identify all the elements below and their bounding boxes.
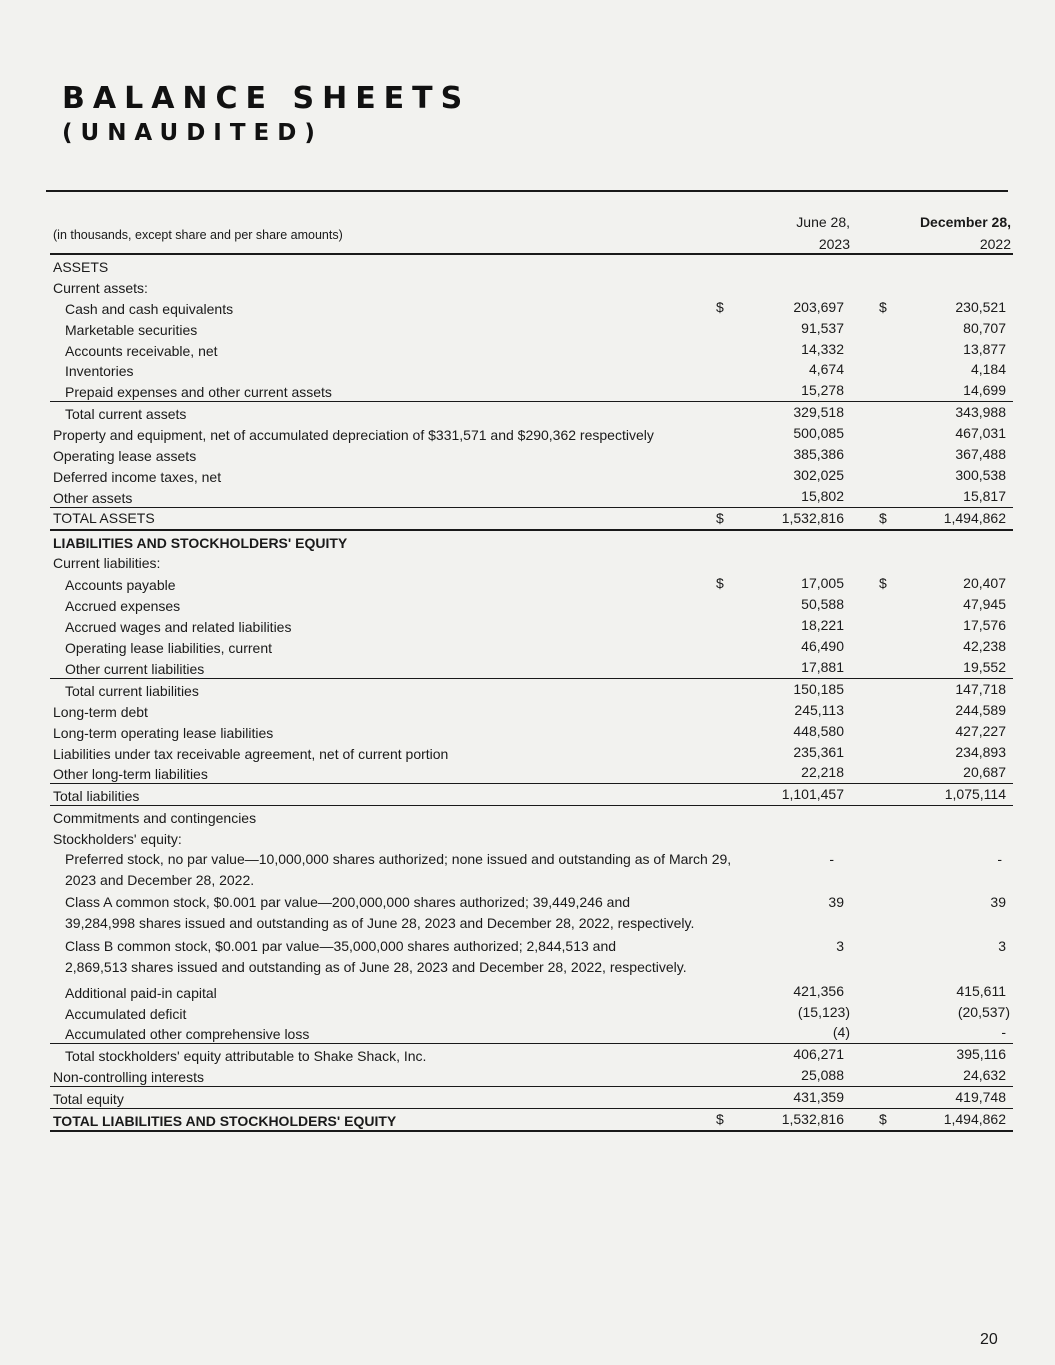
value-dec-2022: 4,184 [970,361,1006,378]
row-label-line1: Class B common stock, $0.001 par value—35,000,000 shares authorized; 2,844,513 and [65,937,617,954]
table-row [50,721,1013,742]
value-dec-2022: - [1001,1024,1006,1041]
currency-sign: $ [879,1110,887,1127]
row-label: Accrued wages and related liabilities [65,619,292,636]
table-row [50,762,1013,783]
row-label: Long-term operating lease liabilities [53,724,274,741]
page-title: BALANCE SHEETS [62,81,471,116]
row-label-line2: 2,869,513 shares issued and outstanding as of June 28, 2023 and December 28, 2022, respectively. [65,958,687,975]
row-label: Operating lease assets [53,448,197,465]
value-june-2023: 4,674 [808,361,844,378]
value-june-2023: 203,697 [793,298,844,315]
table-row-assets-heading [50,255,1013,276]
top-rule [46,190,1008,192]
col1-header-line2: 2023 [818,236,850,252]
value-dec-2022: 15,817 [963,487,1006,504]
value-dec-2022: 3 [998,937,1006,954]
table-row-class-b-stock [50,936,1013,981]
row-label: Accounts payable [65,577,176,594]
row-label [65,936,687,978]
row-label: Long-term debt [53,703,148,720]
row-label [65,849,731,891]
value-june-2023: 18,221 [801,617,844,634]
value-dec-2022: 343,988 [955,404,1006,421]
value-june-2023: 448,580 [793,722,844,739]
row-label: Other assets [53,489,133,506]
table-row [50,1022,1013,1043]
row-label: Stockholders' equity: [53,831,182,848]
table-row [50,359,1013,380]
table-row [50,572,1013,594]
value-june-2023: (15,123) [797,1003,850,1020]
table-row-total-liabilities-and-equity [50,1108,1013,1132]
row-label: Total current assets [65,406,187,423]
currency-sign: $ [716,575,724,592]
table-row [50,380,1013,401]
value-dec-2022: 42,238 [963,638,1006,655]
row-label: Accumulated other comprehensive loss [65,1026,310,1043]
currency-sign: $ [716,298,724,315]
row-label: Inventories [65,363,134,380]
table-row-liabilities-heading [50,531,1013,552]
row-label: Operating lease liabilities, current [65,640,272,657]
table-row [50,742,1013,763]
row-label: TOTAL LIABILITIES AND STOCKHOLDERS' EQUITY [53,1112,397,1129]
value-dec-2022: 47,945 [963,596,1006,613]
table-row-total-equity [50,1086,1013,1108]
value-june-2023: 39 [828,893,844,910]
row-label-line1: Preferred stock, no par value—10,000,000 shares authorized; none issued and outstanding as of March 29, [65,851,732,868]
table-row [50,827,1013,848]
value-dec-2022: 1,075,114 [944,786,1006,803]
value-dec-2022: 419,748 [955,1089,1006,1106]
row-label: Accumulated deficit [65,1005,187,1022]
value-june-2023: 17,005 [801,575,844,592]
value-june-2023: (4) [832,1024,850,1041]
value-dec-2022: 24,632 [963,1067,1006,1084]
page-subtitle: (UNAUDITED) [62,120,323,146]
value-june-2023: 385,386 [793,446,844,463]
value-dec-2022: 244,589 [955,701,1006,718]
row-label-line2: 39,284,998 shares issued and outstanding as of June 28, 2023 and December 28, 2022, respectively. [65,914,695,931]
row-label-line1: Class A common stock, $0.001 par value—200,000,000 shares authorized; 39,449,246 and [65,893,631,910]
row-label: Prepaid expenses and other current assets [65,384,332,401]
table-row-total-liabilities [50,783,1013,805]
value-dec-2022: 13,877 [963,340,1006,357]
value-dec-2022: 20,687 [963,764,1006,781]
table-row [50,339,1013,360]
currency-sign: $ [716,1110,724,1127]
row-label: Additional paid-in capital [65,984,217,1001]
table-row [50,423,1013,444]
row-label: Total current liabilities [65,682,199,699]
value-june-2023: 235,361 [793,743,844,760]
value-june-2023: 406,271 [793,1046,844,1063]
col1-header-line1: June 28, [796,214,850,230]
value-june-2023: 302,025 [793,466,844,483]
table-row [50,444,1013,465]
value-june-2023: 50,588 [801,596,844,613]
value-june-2023: 3 [836,937,844,954]
table-row [50,297,1013,318]
value-dec-2022: 80,707 [963,319,1006,336]
col2-header-line1: December 28, [919,214,1011,230]
table-row [50,657,1013,678]
row-label: Commitments and contingencies [53,810,257,827]
value-june-2023: 14,332 [801,340,844,357]
page-number: 20 [980,1331,998,1348]
value-dec-2022: 1,494,862 [943,509,1006,526]
value-june-2023: 421,356 [793,982,844,999]
table-row [50,981,1013,1002]
row-label: Non-controlling interests [53,1069,204,1086]
table-row-total-current-assets [50,401,1013,423]
table-row [50,486,1013,507]
table-row-total-stockholders-equity [50,1043,1013,1065]
value-june-2023: 150,185 [793,680,844,697]
value-dec-2022: 395,116 [956,1046,1006,1063]
table-row [50,1002,1013,1023]
value-dec-2022: - [997,851,1002,868]
value-dec-2022: 427,227 [955,722,1006,739]
row-label: LIABILITIES AND STOCKHOLDERS' EQUITY [53,534,348,551]
table-row [50,594,1013,615]
value-june-2023: 25,088 [801,1067,844,1084]
table-row-total-current-liabilities [50,678,1013,700]
value-dec-2022: 300,538 [955,466,1006,483]
value-june-2023: - [829,851,834,868]
table-row [50,276,1013,297]
value-dec-2022: 415,611 [956,982,1006,999]
value-june-2023: 15,278 [801,382,844,399]
units-note: (in thousands, except share and per share amounts) [53,228,343,242]
row-label: Total equity [53,1091,124,1108]
table-row [50,636,1013,657]
table-row [50,700,1013,721]
value-june-2023: 22,218 [801,764,844,781]
value-dec-2022: 234,893 [955,743,1006,760]
value-june-2023: 1,532,816 [781,1110,844,1127]
row-label: Cash and cash equivalents [65,300,234,317]
value-june-2023: 245,113 [794,701,844,718]
value-dec-2022: 367,488 [955,446,1006,463]
value-june-2023: 15,802 [801,487,844,504]
row-label: Accrued expenses [65,598,181,615]
row-label: Marketable securities [65,321,198,338]
value-dec-2022: (20,537) [957,1003,1010,1020]
currency-sign: $ [879,509,887,526]
value-dec-2022: 20,407 [963,575,1006,592]
value-dec-2022: 467,031 [955,425,1006,442]
value-dec-2022: 14,699 [963,382,1006,399]
row-label: Current liabilities: [53,555,161,572]
value-dec-2022: 147,718 [955,680,1006,697]
currency-sign: $ [879,298,887,315]
row-label: Property and equipment, net of accumulated depreciation of $331,571 and $290,362 respectively [53,427,654,444]
table-row [50,805,1013,827]
row-label-line2: 2023 and December 28, 2022. [65,872,255,889]
value-june-2023: 46,490 [801,638,844,655]
row-label: Total liabilities [53,788,140,805]
value-june-2023: 1,532,816 [781,509,844,526]
value-dec-2022: 230,521 [955,298,1006,315]
row-label: Other long-term liabilities [53,766,208,783]
balance-sheet-table [50,255,1013,1132]
currency-sign: $ [716,509,724,526]
value-dec-2022: 17,576 [963,617,1006,634]
row-label [65,892,694,934]
table-row-class-a-stock [50,892,1013,936]
row-label: TOTAL ASSETS [53,509,155,526]
value-june-2023: 500,085 [793,425,844,442]
row-label: Liabilities under tax receivable agreement, net of current portion [53,745,449,762]
row-label: Deferred income taxes, net [53,468,222,485]
table-row [50,318,1013,339]
table-row [50,615,1013,636]
value-dec-2022: 19,552 [963,659,1006,676]
value-june-2023: 431,359 [793,1089,844,1106]
row-label: ASSETS [53,259,109,275]
value-june-2023: 91,537 [801,319,844,336]
row-label: Accounts receivable, net [65,342,218,359]
value-june-2023: 17,881 [801,659,844,676]
table-row [50,1065,1013,1086]
value-june-2023: 329,518 [793,404,844,421]
row-label: Current assets: [53,279,148,296]
col2-header-line2: 2022 [979,236,1011,252]
row-label: Total stockholders' equity attributable to Shake Shack, Inc. [65,1048,427,1065]
table-row-preferred-stock [50,849,1013,892]
value-dec-2022: 39 [990,893,1006,910]
currency-sign: $ [879,575,887,592]
table-row [50,465,1013,486]
value-june-2023: 1,101,457 [781,786,844,803]
table-row-total-assets [50,507,1013,531]
value-dec-2022: 1,494,862 [943,1110,1006,1127]
row-label: Other current liabilities [65,661,205,678]
table-row [50,551,1013,572]
